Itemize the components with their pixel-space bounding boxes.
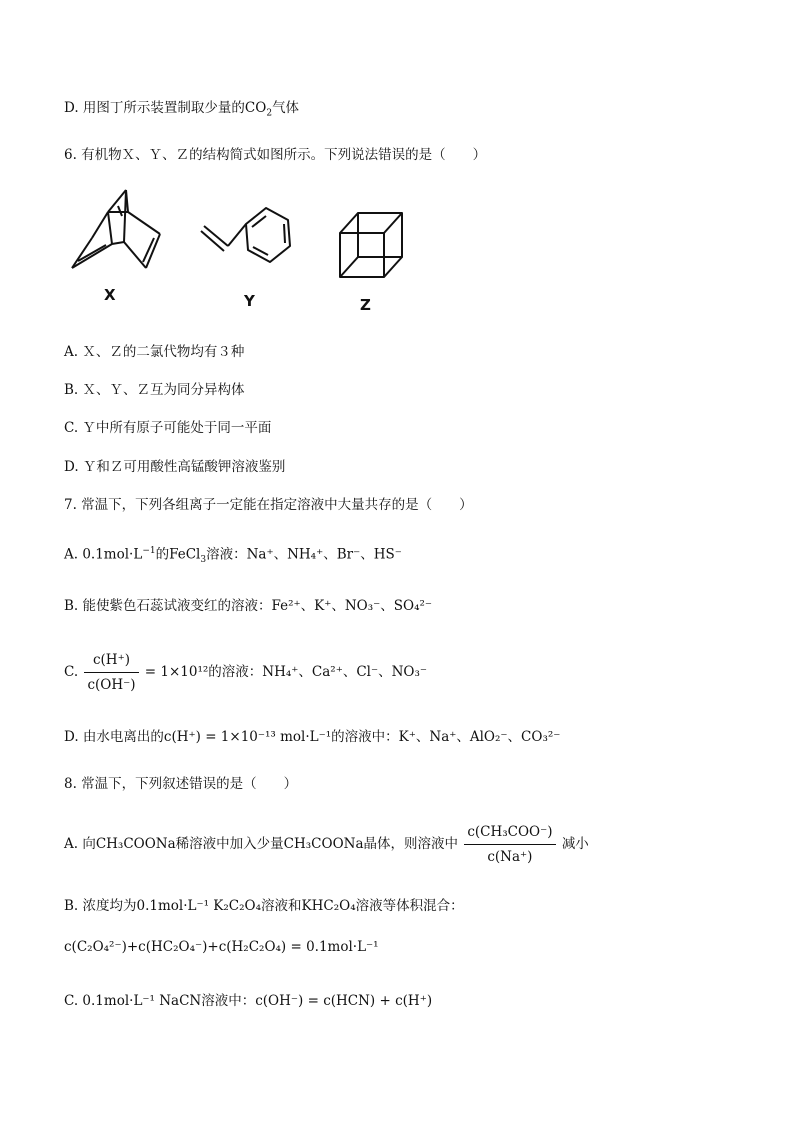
q7-option-c: C. $\frac{c(H^+)}{c(OH^-)}$ = 1×10¹²的溶液：NH₄⁺、Ca²⁺、Cl⁻、NO₃⁻ (64, 652, 428, 693)
molecule-z-label: Z (360, 296, 371, 314)
molecule-z-structure (330, 205, 410, 285)
molecule-y-label: Y (244, 292, 255, 310)
q8-option-a: A. 向CH₃COONa稀溶液中加入少量CH₃COONa晶体，则溶液中 $\frac{\text{c(CH₃COO⁻)}}{c(Na^+)}$ 减小 (64, 824, 589, 865)
q7-stem: 7. 常温下，下列各组离子一定能在指定溶液中大量共存的是（ ） (64, 497, 473, 513)
q7-option-a: A. $0.1mol\cdot L^{-1}$的FeCl$_3$溶液：Na⁺、NH₄⁺、Br⁻、HS⁻ (64, 546, 402, 566)
q7-c-ratio: $\frac{c(H^+)}{c(OH^-)}$ (84, 650, 138, 695)
q6-option-d: D. Ｙ和Ｚ可用酸性高锰酸钾溶液鉴别 (64, 459, 286, 475)
q8-stem: 8. 常温下，下列叙述错误的是（ ） (64, 776, 298, 792)
q6-stem: 6. 有机物Ｘ、Ｙ、Ｚ的结构简式如图所示。下列说法错误的是（ ） (64, 147, 487, 163)
molecule-y-structure (196, 200, 300, 280)
molecule-x-label: X (104, 286, 116, 304)
molecule-x-structure (64, 182, 174, 277)
q6-option-c: C. Ｙ中所有原子可能处于同一平面 (64, 420, 272, 436)
q8-a-ratio: $\frac{\text{c(CH₃COO⁻)}}{c(Na^+)}$ (464, 822, 555, 867)
q6-option-b: B. Ｘ、Ｙ、Ｚ互为同分异构体 (64, 382, 245, 398)
q7-option-d: D. 由水电离出的c(H⁺) = 1×10⁻¹³ mol·L⁻¹的溶液中：K⁺、Na⁺、AlO₂⁻、CO₃²⁻ (64, 729, 561, 745)
q5-option-d: D. 用图丁所示装置制取少量的$CO_2$气体 (64, 100, 300, 119)
q8-option-b-line2: c(C₂O₄²⁻)+c(HC₂O₄⁻)+c(H₂C₂O₄) = 0.1mol·L⁻¹ (64, 939, 379, 955)
q8-option-b-line1: B. 浓度均为0.1mol·L⁻¹ K₂C₂O₄溶液和KHC₂O₄溶液等体积混合： (64, 898, 464, 914)
q6-option-a: A. Ｘ、Ｚ的二氯代物均有３种 (64, 344, 245, 360)
q8-option-c: C. 0.1mol·L⁻¹ NaCN溶液中：c(OH⁻) = c(HCN) + c(H⁺) (64, 993, 433, 1009)
q7-option-b: B. 能使紫色石蕊试液变红的溶液：Fe²⁺、K⁺、NO₃⁻、SO₄²⁻ (64, 598, 433, 614)
